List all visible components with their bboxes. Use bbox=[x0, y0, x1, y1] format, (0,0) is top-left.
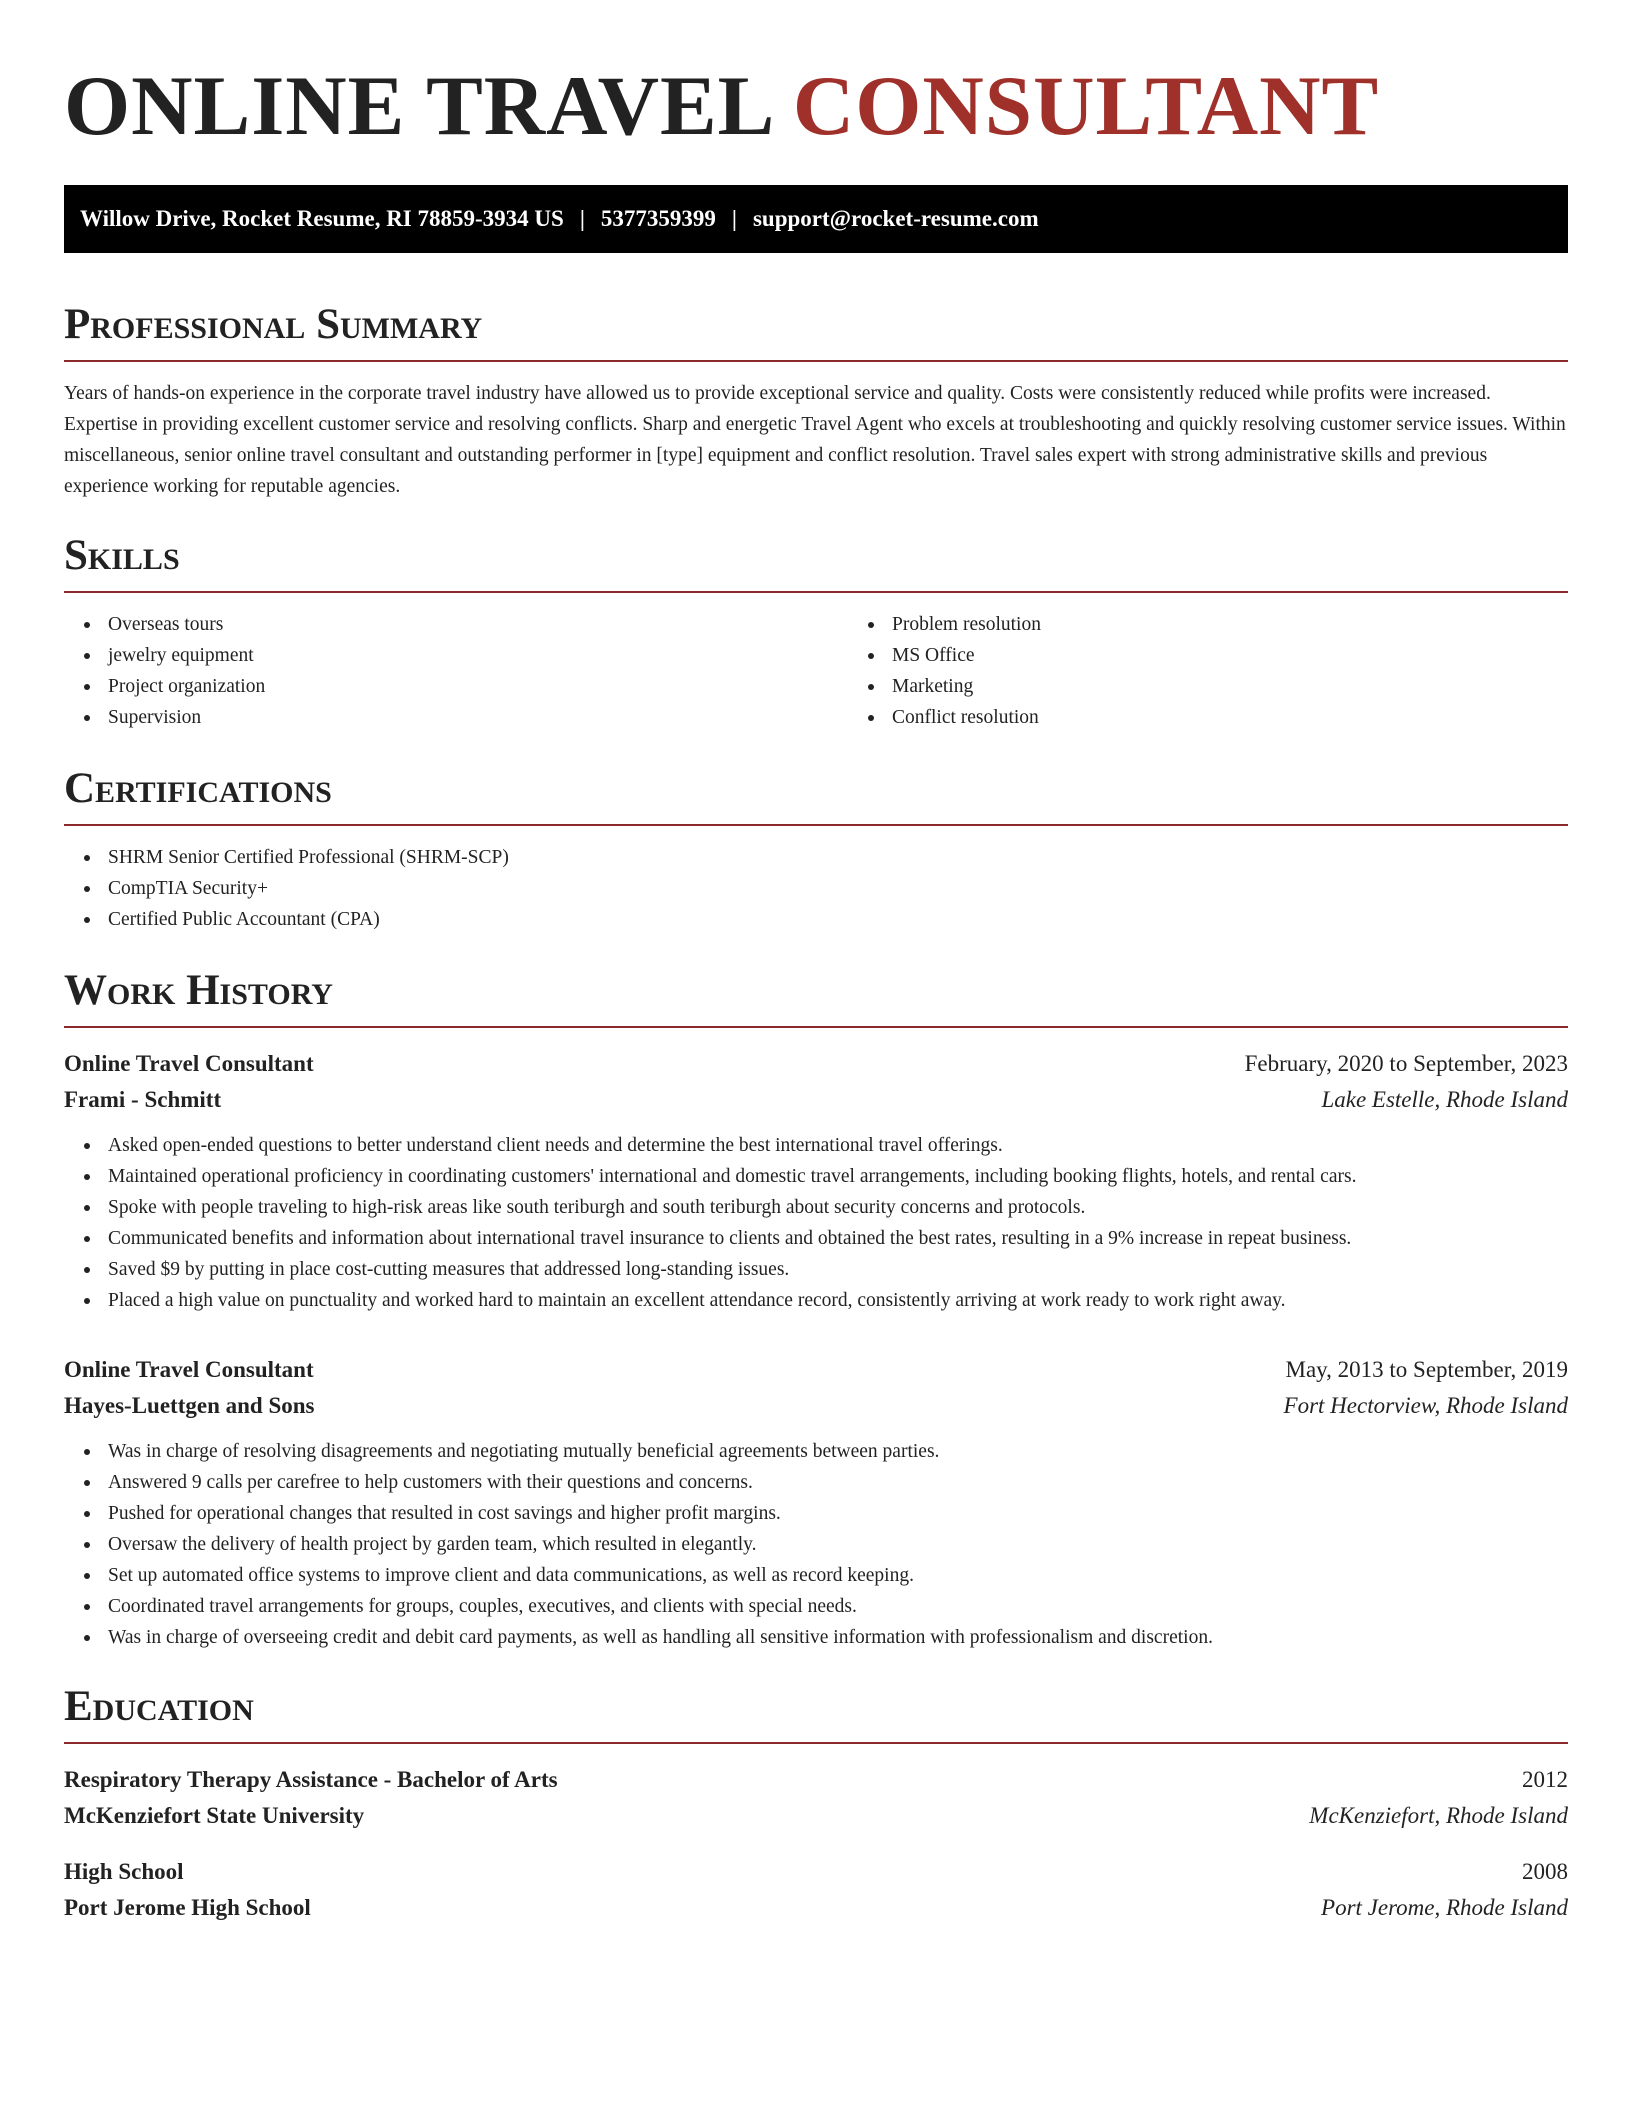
certification-item: CompTIA Security+ bbox=[108, 873, 1568, 904]
job-bullet: Asked open-ended questions to better understand client needs and determine the best international travel offerings. bbox=[108, 1130, 1568, 1161]
education-location: McKenziefort, Rhode Island bbox=[1309, 1803, 1568, 1828]
education-year: 2008 bbox=[1522, 1859, 1568, 1884]
job-bullet: Spoke with people traveling to high-risk areas like south teriburgh and south teriburgh about security concerns and protocols. bbox=[108, 1192, 1568, 1223]
job-bullet: Communicated benefits and information about international travel insurance to clients and obtained the best rates, resulting in a 9% increase in repeat business. bbox=[108, 1223, 1568, 1254]
job-bullets bbox=[64, 1436, 1568, 1653]
job-location: Fort Hectorview, Rhode Island bbox=[1283, 1393, 1568, 1418]
skill-item: Supervision bbox=[108, 702, 848, 733]
section-heading-skills: Skills bbox=[64, 534, 1568, 593]
job-dates: February, 2020 to September, 2023 bbox=[1244, 1051, 1568, 1076]
certifications-list bbox=[64, 842, 1568, 935]
summary-text: Years of hands-on experience in the corporate travel industry have allowed us to provide exceptional service and quality. Costs were consistently reduced while profits were increased. Expertise in providing excellent customer service and resolving conflicts. Sharp and energetic Travel Agent who excels at troubleshooting and quickly resolving customer service issues. Within miscellaneous, senior online travel consultant and outstanding performer in [type] equipment and conflict resolution. Travel sales expert with strong administrative skills and previous experience working for reputable agencies. bbox=[64, 383, 1566, 497]
certification-item: SHRM Senior Certified Professional (SHRM-SCP) bbox=[108, 842, 1568, 873]
job-company-row bbox=[64, 1388, 1568, 1424]
job-bullets bbox=[64, 1130, 1568, 1316]
education-degree: Respiratory Therapy Assistance - Bachelor of Arts bbox=[64, 1767, 558, 1792]
contact-separator: | bbox=[731, 206, 737, 231]
job-location: Lake Estelle, Rhode Island bbox=[1321, 1087, 1568, 1112]
job-bullet: Saved $9 by putting in place cost-cutting measures that addressed long-standing issues. bbox=[108, 1254, 1568, 1285]
skills-column-left bbox=[64, 609, 848, 733]
job-entry bbox=[64, 1352, 1568, 1653]
job-bullet: Coordinated travel arrangements for groups, couples, executives, and clients with special needs. bbox=[108, 1591, 1568, 1622]
education-school-row bbox=[64, 1890, 1568, 1926]
education-entry bbox=[64, 1762, 1568, 1834]
contact-email: support@rocket-resume.com bbox=[752, 206, 1039, 231]
education-degree: High School bbox=[64, 1859, 184, 1884]
education-entry bbox=[64, 1854, 1568, 1926]
job-bullet: Placed a high value on punctuality and worked hard to maintain an excellent attendance record, consistently arriving at work ready to work right away. bbox=[108, 1285, 1568, 1316]
education-degree-row bbox=[64, 1854, 1568, 1890]
job-company: Frami - Schmitt bbox=[64, 1087, 222, 1112]
skill-item: Conflict resolution bbox=[892, 702, 1041, 733]
education-school-row bbox=[64, 1798, 1568, 1834]
skill-item: jewelry equipment bbox=[108, 640, 848, 671]
job-company-row bbox=[64, 1082, 1568, 1118]
skill-item: Overseas tours bbox=[108, 609, 848, 640]
skill-item: MS Office bbox=[892, 640, 1041, 671]
education-degree-row bbox=[64, 1762, 1568, 1798]
job-bullet: Was in charge of overseeing credit and debit card payments, as well as handling all sensitive information with professionalism and discretion. bbox=[108, 1622, 1568, 1653]
job-title: Online Travel Consultant bbox=[64, 1051, 314, 1076]
skills-list bbox=[64, 593, 1568, 733]
contact-phone: 5377359399 bbox=[600, 206, 716, 231]
job-header-row bbox=[64, 1046, 1568, 1082]
education-year: 2012 bbox=[1522, 1767, 1568, 1792]
job-dates: May, 2013 to September, 2019 bbox=[1285, 1357, 1568, 1382]
job-bullet: Oversaw the delivery of health project by garden team, which resulted in elegantly. bbox=[108, 1529, 1568, 1560]
job-bullet: Answered 9 calls per carefree to help customers with their questions and concerns. bbox=[108, 1467, 1568, 1498]
job-bullet: Maintained operational proficiency in coordinating customers' international and domestic travel arrangements, including booking flights, hotels, and rental cars. bbox=[108, 1161, 1568, 1192]
skills-column-right bbox=[848, 609, 1041, 733]
certification-item: Certified Public Accountant (CPA) bbox=[108, 904, 1568, 935]
section-heading-work-history: Work History bbox=[64, 969, 1568, 1028]
job-title: Online Travel Consultant bbox=[64, 1357, 314, 1382]
job-entry bbox=[64, 1046, 1568, 1316]
contact-separator: | bbox=[579, 206, 585, 231]
job-bullet: Pushed for operational changes that resulted in cost savings and higher profit margins. bbox=[108, 1498, 1568, 1529]
page-title bbox=[64, 59, 1568, 153]
contact-address: Willow Drive, Rocket Resume, RI 78859-3934 US bbox=[80, 206, 564, 231]
education-school: McKenziefort State University bbox=[64, 1803, 365, 1828]
section-heading-education: Education bbox=[64, 1685, 1568, 1744]
skill-item: Problem resolution bbox=[892, 609, 1041, 640]
title-part-2: CONSULTANT bbox=[792, 59, 1380, 153]
job-bullet: Was in charge of resolving disagreements and negotiating mutually beneficial agreements between parties. bbox=[108, 1436, 1568, 1467]
job-bullet: Set up automated office systems to improve client and data communications, as well as record keeping. bbox=[108, 1560, 1568, 1591]
skill-item: Marketing bbox=[892, 671, 1041, 702]
title-part-1: ONLINE TRAVEL bbox=[64, 59, 771, 153]
job-company: Hayes-Luettgen and Sons bbox=[64, 1393, 315, 1418]
section-heading-certifications: Certifications bbox=[64, 767, 1568, 826]
job-header-row bbox=[64, 1352, 1568, 1388]
section-heading-summary: Professional Summary bbox=[64, 303, 1568, 362]
skill-item: Project organization bbox=[108, 671, 848, 702]
education-location: Port Jerome, Rhode Island bbox=[1321, 1895, 1568, 1920]
contact-bar bbox=[64, 185, 1568, 253]
education-school: Port Jerome High School bbox=[64, 1895, 311, 1920]
